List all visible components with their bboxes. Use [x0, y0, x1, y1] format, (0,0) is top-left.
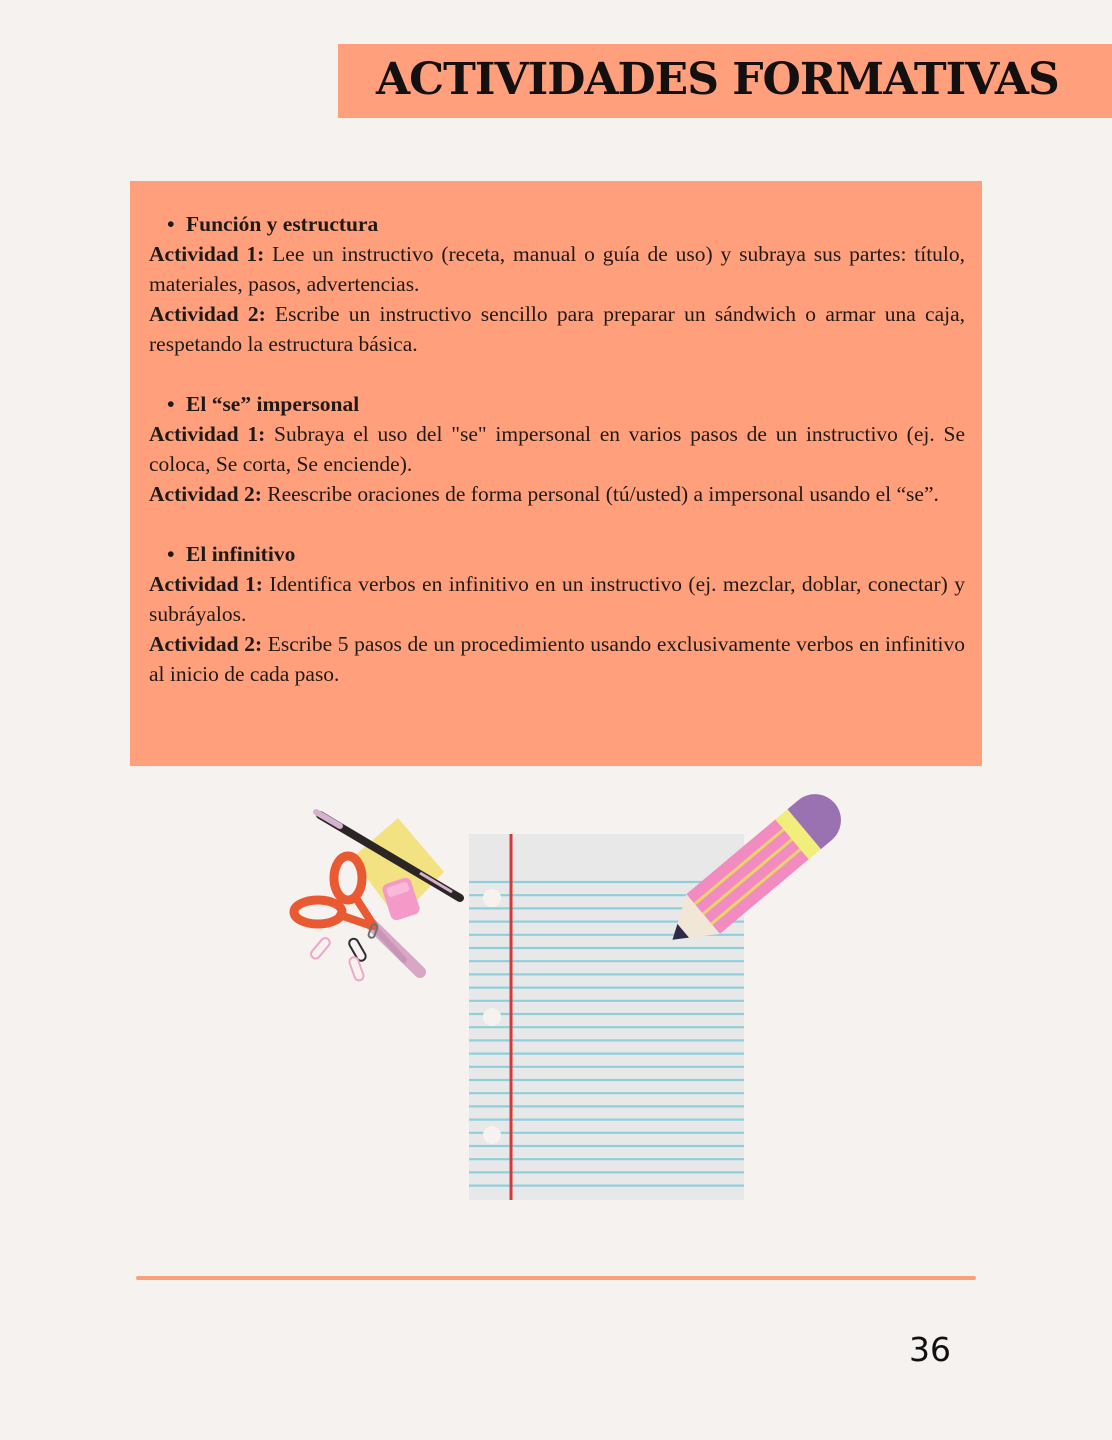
page-title: ACTIVIDADES FORMATIVAS: [376, 54, 1059, 105]
activity-item: Actividad 1: Identifica verbos en infinitivo en un instructivo (ej. mezclar, doblar, conectar) y subráyalos.: [149, 572, 966, 626]
page-number: 36: [909, 1330, 951, 1369]
activity-item: Actividad 2: Reescribe oraciones de forma personal (tú/usted) a impersonal usando el “se”.: [149, 482, 939, 506]
section-se-impersonal: [149, 389, 965, 509]
section-infinitivo: [149, 539, 965, 689]
section-heading: • Función y estructura: [167, 212, 379, 236]
section-heading: • El infinitivo: [167, 542, 296, 566]
paperclip-icon: [309, 923, 378, 981]
activity-item: Actividad 2: Escribe un instructivo sencillo para preparar un sándwich o armar una caja, respetando la estructura básica.: [149, 302, 966, 356]
section-heading: • El “se” impersonal: [167, 392, 360, 416]
scissors-icon: [294, 856, 420, 972]
eraser-icon: [381, 876, 421, 921]
section-funcion-estructura: [149, 209, 965, 359]
activity-item: Actividad 1: Subraya el uso del "se" impersonal en varios pasos de un instructivo (ej. Se coloca, Se corta, Se enciende).: [149, 422, 965, 476]
activity-item: Actividad 1: Lee un instructivo (receta, manual o guía de uso) y subraya sus partes: título, materiales, pasos, advertencias.: [149, 242, 966, 296]
pencil-icon: [656, 784, 852, 960]
sticky-note-icon: [352, 818, 444, 920]
activities-content: [149, 209, 965, 719]
activities-box: [130, 181, 982, 766]
pen-icon: [316, 812, 460, 898]
notebook-paper-icon: [469, 834, 744, 1200]
footer-divider: [136, 1276, 976, 1280]
activity-item: Actividad 2: Escribe 5 pasos de un procedimiento usando exclusivamente verbos en infinitivo al inicio de cada paso.: [149, 632, 965, 686]
title-banner: [338, 44, 1112, 118]
